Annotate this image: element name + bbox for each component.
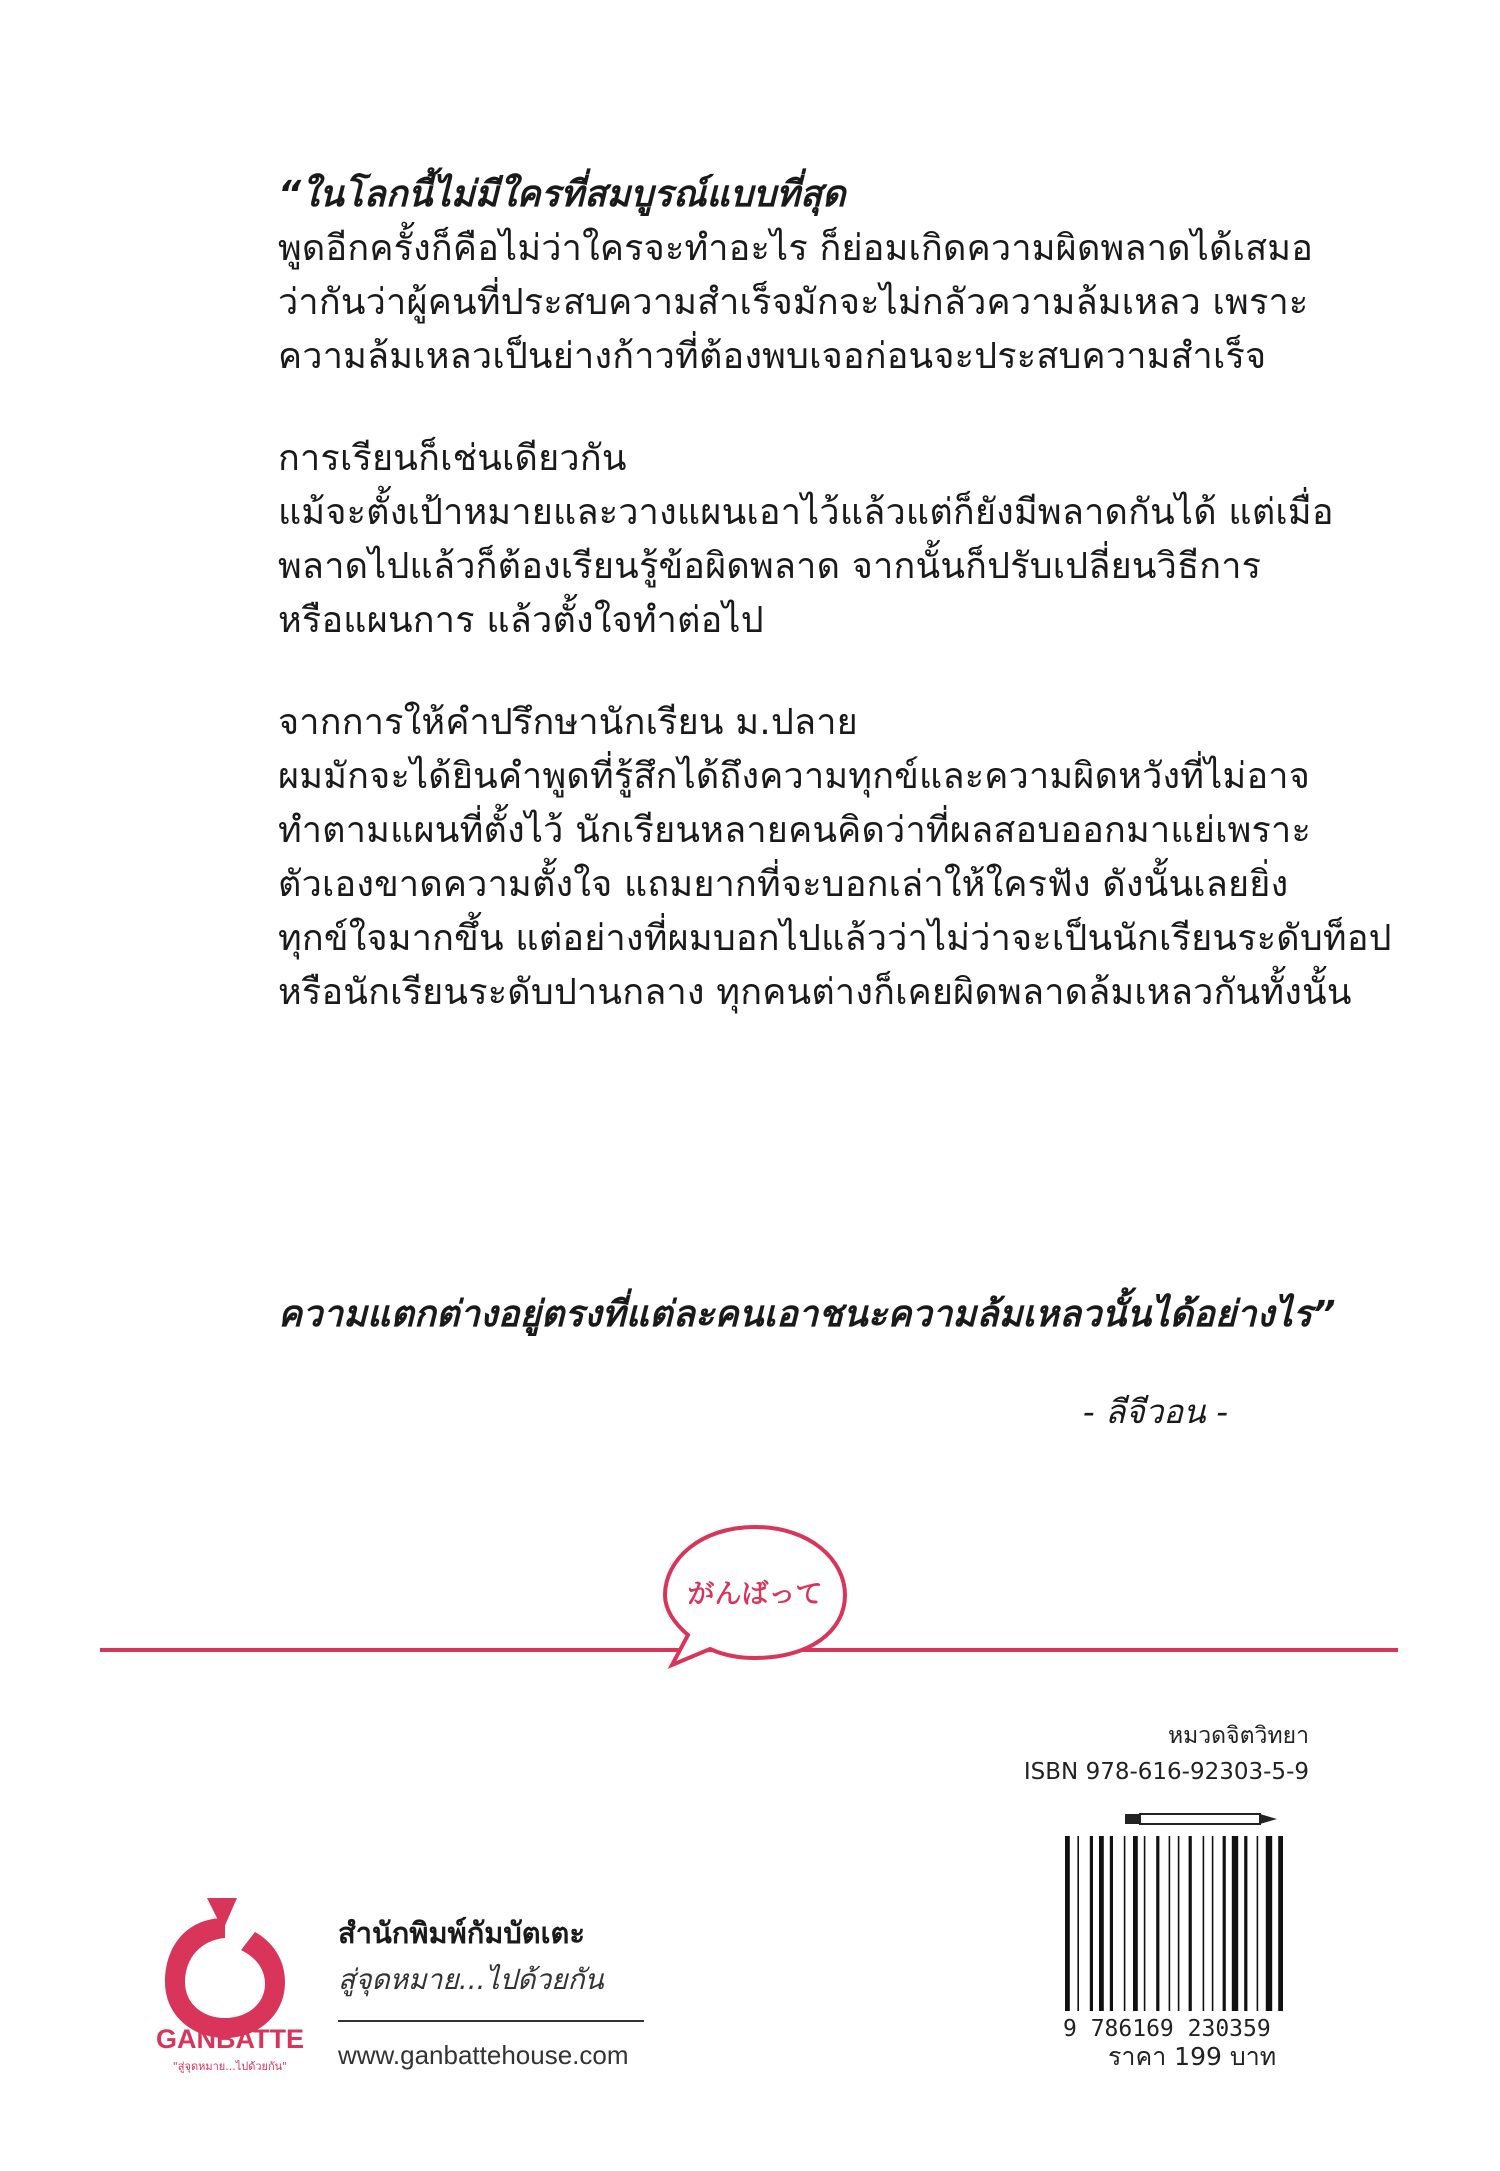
barcode	[1055, 1808, 1345, 2073]
publisher-website-link[interactable]: www.ganbattehouse.com	[338, 2040, 629, 2070]
category-label: หมวดจิตวิทยา	[1167, 1723, 1309, 1749]
quote-line: การเรียนก็เช่นเดียวกัน	[278, 438, 627, 479]
quote-line: พูดอีกครั้งก็คือไม่ว่าใครจะทำอะไร ก็ย่อมเกิดความผิดพลาดได้เสมอ	[278, 228, 1314, 269]
barcode-bar	[1144, 1836, 1146, 2011]
barcode-bar	[1232, 1836, 1238, 2011]
publisher-slogan: สู่จุดหมาย...ไปด้วยกัน	[338, 1963, 604, 1996]
quote-line: แม้จะตั้งเป้าหมายและวางแผนเอาไว้แล้วแต่ก็ยังมีพลาดกันได้ แต่เมื่อ	[278, 492, 1334, 533]
quote-line: “ในโลกนี้ไม่มีใครที่สมบูรณ์แบบที่สุด	[278, 174, 846, 215]
quote-line: ว่ากันว่าผู้คนที่ประสบความสำเร็จมักจะไม่กลัวความล้มเหลว เพราะ	[278, 282, 1309, 323]
barcode-bar	[1156, 1836, 1159, 2011]
publisher-name: สำนักพิมพ์กัมบัตเตะ	[338, 1916, 585, 1950]
publisher-divider	[338, 2020, 644, 2022]
brand-name: GANBATTE	[156, 2024, 304, 2054]
barcode-bar	[1077, 1836, 1079, 2011]
barcode-bar	[1244, 1836, 1247, 2011]
barcode-bar	[1278, 1836, 1283, 2011]
quote-line: ผมมักจะได้ยินคำพูดที่รู้สึกได้ถึงความทุกข์และความผิดหวังที่ไม่อาจ	[278, 756, 1310, 797]
price-label: ราคา 199 บาท	[1108, 2042, 1277, 2071]
barcode-bar	[1065, 1836, 1070, 2011]
closing-line: ความแตกต่างอยู่ตรงที่แต่ละคนเอาชนะความล้มเหลวนั้นได้อย่างไร”	[278, 1294, 1336, 1335]
barcode-bar	[1169, 1836, 1171, 2011]
barcode-bar	[1178, 1836, 1180, 2011]
speech-bubble-icon	[650, 1515, 860, 1675]
barcode-bar	[1203, 1836, 1205, 2011]
isbn-label: ISBN 978-616-92303-5-9	[1023, 1759, 1309, 1785]
quote-line: ทำตามแผนที่ตั้งไว้ นักเรียนหลายคนคิดว่าที่ผลสอบออกมาแย่เพราะ	[278, 810, 1311, 851]
book-meta	[1024, 1718, 1309, 1790]
barcode-bar	[1099, 1836, 1104, 2011]
quote-line: จากการให้คำปรึกษานักเรียน ม.ปลาย	[278, 702, 858, 743]
brand-tagline: "สู่จุดหมาย...ไปด้วยกัน"	[172, 2060, 288, 2073]
barcode-digits: 9 786169 230359	[1063, 2016, 1271, 2042]
barcode-bar	[1133, 1836, 1138, 2011]
quote-line: ความล้มเหลวเป็นย่างก้าวที่ต้องพบเจอก่อนจะประสบความสำเร็จ	[278, 336, 1267, 377]
quote-line: หรือนักเรียนระดับปานกลาง ทุกคนต่างก็เคยผิดพลาดล้มเหลวกันทั้งนั้น	[278, 972, 1352, 1013]
barcode-bar	[1212, 1836, 1214, 2011]
barcode-bar	[1189, 1836, 1192, 2011]
quote-line: ทุกข์ใจมากขึ้น แต่อย่างที่ผมบอกไปแล้วว่าไม่ว่าจะเป็นนักเรียนระดับท็อป	[278, 918, 1392, 959]
barcode-bar	[1266, 1836, 1272, 2011]
barcode-bar	[1090, 1836, 1093, 2011]
quote-closing	[278, 1288, 1336, 1342]
quote-line: พลาดไปแล้วก็ต้องเรียนรู้ข้อผิดพลาด จากนั้นก็ปรับเปลี่ยนวิธีการ	[278, 546, 1262, 587]
quote-line: ตัวเองขาดความตั้งใจ แถมยากที่จะบอกเล่าให้ใครฟัง ดังนั้นเลยยิ่ง	[278, 864, 1289, 905]
barcode-bar	[1110, 1836, 1113, 2011]
barcode-bar	[1124, 1836, 1126, 2011]
quote-line: หรือแผนการ แล้วตั้งใจทำต่อไป	[278, 600, 764, 641]
barcode-bar	[1257, 1836, 1259, 2011]
pencil-icon	[1125, 1814, 1277, 1824]
bubble-text: がんばって	[687, 1579, 823, 1610]
quote-block	[278, 168, 1392, 1020]
quote-author: - ลีจีวอน -	[1082, 1392, 1228, 1431]
barcode-bar	[1223, 1836, 1226, 2011]
